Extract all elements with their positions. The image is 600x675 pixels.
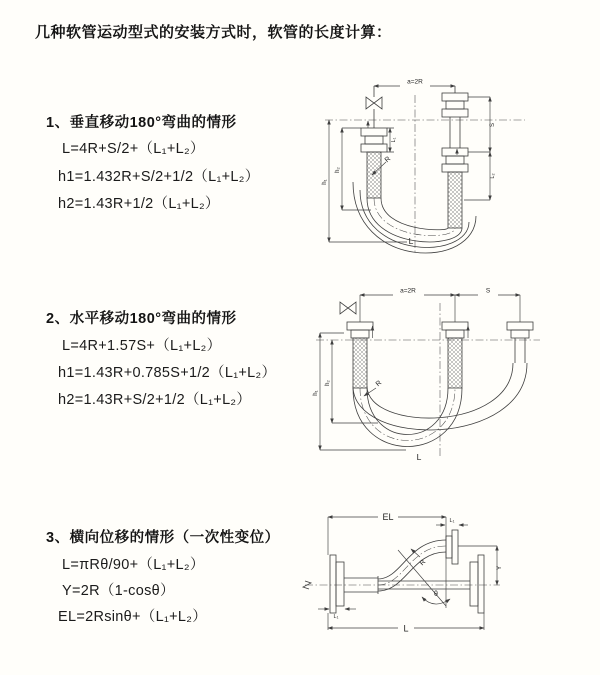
diagram-lateral-displacement: [300, 500, 565, 650]
diagram-horizontal-bend: [308, 278, 548, 463]
dim-label-s: S: [485, 287, 491, 295]
dim-label-h1: h₁: [322, 179, 328, 185]
original-position-pipe: [378, 555, 484, 613]
formula-line: h1=1.43R+0.785S+1/2（L₁+L₂）: [58, 365, 277, 381]
dim-label-s: S: [490, 122, 496, 128]
section-heading: 2、水平移动180°弯曲的情形: [46, 311, 237, 327]
radius-label: R: [374, 379, 384, 389]
dim-label-el: EL: [382, 512, 394, 522]
theta-label: θ: [434, 591, 438, 598]
dim-label-h1: h₁: [313, 390, 319, 396]
formula-line: h2=1.43R+S/2+1/2（L₁+L₂）: [58, 392, 252, 408]
radius-label: R: [383, 155, 393, 165]
diagram-vertical-bend: [315, 70, 535, 255]
dim-label-l1: L₁: [449, 518, 455, 524]
valve-icon: [340, 302, 356, 314]
dim-label-l1: L₁: [391, 137, 397, 143]
hose-braid: [353, 338, 367, 388]
dim-label-a2r: a=2R: [400, 287, 416, 295]
formula-line: h1=1.432R+S/2+1/2（L₁+L₂）: [58, 169, 260, 185]
length-label: L: [403, 623, 409, 634]
dimension-lines: [320, 295, 520, 450]
dim-label-a2r: a=2R: [407, 78, 423, 86]
valve-icon: [366, 97, 382, 109]
formula-line: h2=1.43R+1/2（L₁+L₂）: [58, 196, 220, 212]
left-pipe-assembly: [347, 322, 373, 388]
formula-line: L=4R+S/2+（L₁+L₂）: [62, 141, 205, 157]
dim-label-l1: L₁: [333, 614, 339, 620]
length-label: L: [416, 452, 422, 462]
formula-line: L=4R+1.57S+（L₁+L₂）: [62, 338, 222, 354]
hose-braid: [367, 152, 381, 198]
left-flange-assembly: [330, 555, 378, 613]
formula-line: EL=2Rsinθ+（L₁+L₂）: [58, 609, 208, 625]
left-pipe-assembly: [361, 86, 387, 198]
right-pipe-assembly: [507, 322, 533, 363]
formula-line: L=πRθ/90+（L₁+L₂）: [62, 557, 205, 573]
middle-pipe-assembly: [442, 322, 468, 388]
right-pipe-assembly: [442, 86, 468, 228]
page-title: 几种软管运动型式的安装方式时，软管的长度计算：: [35, 24, 392, 41]
dim-label-y: Y: [496, 565, 503, 571]
section-heading: 1、垂直移动180°弯曲的情形: [46, 115, 237, 131]
hose-braid: [448, 338, 462, 388]
dim-label-h2: h₂: [325, 380, 331, 386]
length-label: L: [408, 236, 414, 246]
dim-label-h2: h₂: [335, 167, 341, 173]
formula-line: Y=2R（1-cosθ）: [62, 583, 175, 599]
hose-braid: [448, 172, 462, 228]
radius-label: R: [418, 558, 428, 568]
dim-label-l2: L₂: [490, 173, 496, 179]
section-heading: 3、横向位移的情形（一次性变位）: [46, 530, 280, 546]
